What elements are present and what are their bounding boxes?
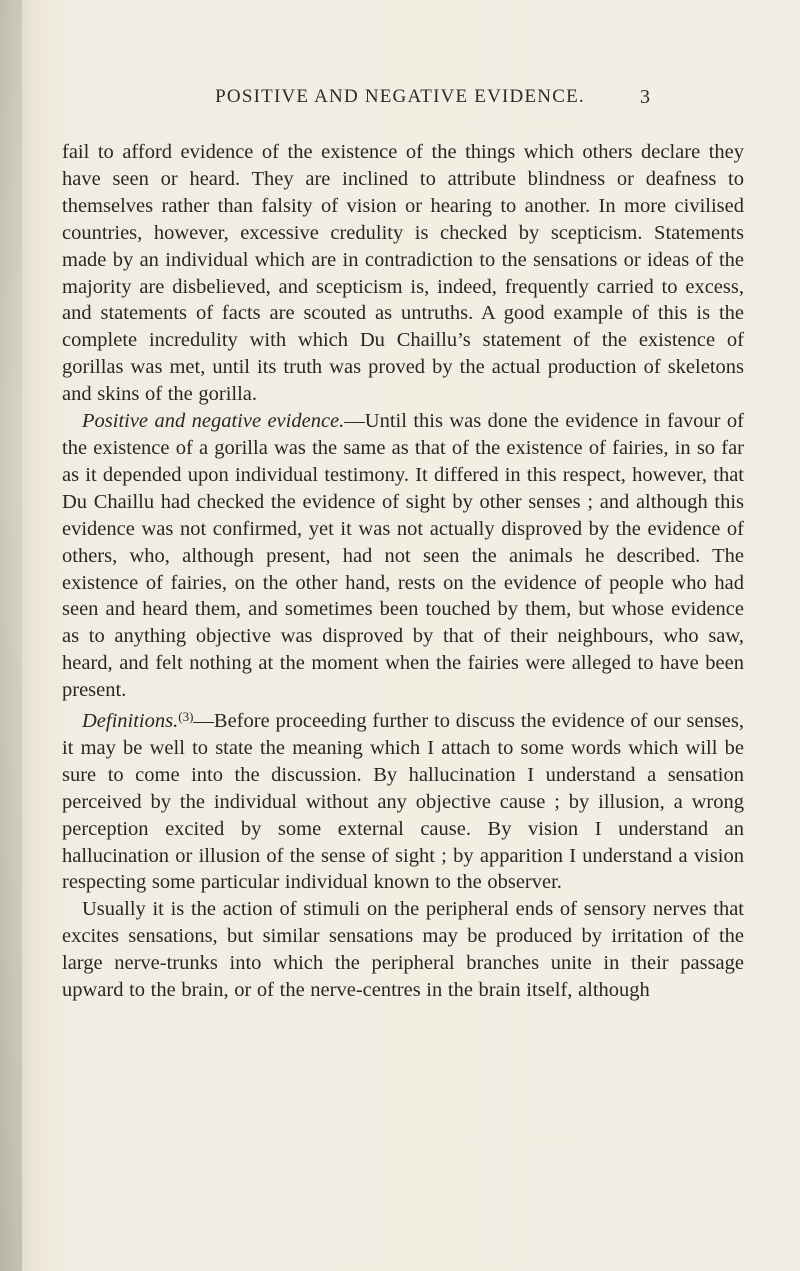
paragraph-4-text: Usually it is the action of stimuli on the peripheral ends of sensory nerves that excites sensations, but similar sensations may be produced by irritation of the large nerve-trunks into which the peripheral branches unite in their passage upward to the brain, or of the nerve-centres in the brain itself, although	[62, 898, 744, 1002]
page-binding-shadow	[0, 0, 22, 1271]
paragraph-1	[62, 139, 744, 408]
section-heading-definitions: Definitions.	[82, 710, 179, 733]
running-head: POSITIVE AND NEGATIVE EVIDENCE.	[215, 86, 585, 107]
page-number: 3	[640, 86, 650, 108]
body-text	[62, 139, 744, 1004]
section-heading-positive-negative-evidence: Positive and negative evidence.	[82, 410, 345, 433]
paragraph-2-text: —Until this was done the evidence in favour of the existence of a gorilla was the same as that of the existence of fairies, in so far as it depended upon individual testimony. It differed in this respect, however, that Du Chaillu had checked the evidence of sight by other senses ; and although this evidence was not confirmed, yet it was not actually disproved by the evidence of others, who, although present, had not seen the animals he described. The existence of fairies, on the other hand, rests on the evidence of people who had seen and heard them, and sometimes been touched by them, but whose evidence as to anything objective was disproved by that of their neighbours, who saw, heard, and felt nothing at the moment when the fairies were alleged to have been present.	[62, 410, 744, 702]
paragraph-4	[62, 896, 744, 1004]
paragraph-3-text: —Before proceeding further to discuss the evidence of our senses, it may be well to state the meaning which I attach to some words which will be sure to come into the discussion. By hallucination I understand a sensation perceived by the individual without any objective cause ; by illusion, a wrong perception excited by some external cause. By vision I understand an hallucination or illusion of the sense of sight ; by apparition I understand a vision respecting some particular individual known to the observer.	[62, 710, 744, 894]
paragraph-2	[62, 408, 744, 704]
paragraph-1-text: fail to afford evidence of the existence of the things which others declare they have seen or heard. They are inclined to attribute blindness or deafness to themselves rather than falsity of vision or hearing to another. In more civilised countries, however, excessive credulity is checked by scepticism. Statements made by an individual which are in contradiction to the sensations or ideas of the majority are disbelieved, and scepticism is, indeed, frequently carried to excess, and statements of facts are scouted as untruths. A good example of this is the complete incredulity with which Du Chaillu’s statement of the existence of gorillas was met, until its truth was proved by the actual production of skeletons and skins of the gorilla.	[62, 141, 744, 406]
paragraph-3	[62, 704, 744, 896]
reference-mark: (3)	[178, 709, 194, 725]
